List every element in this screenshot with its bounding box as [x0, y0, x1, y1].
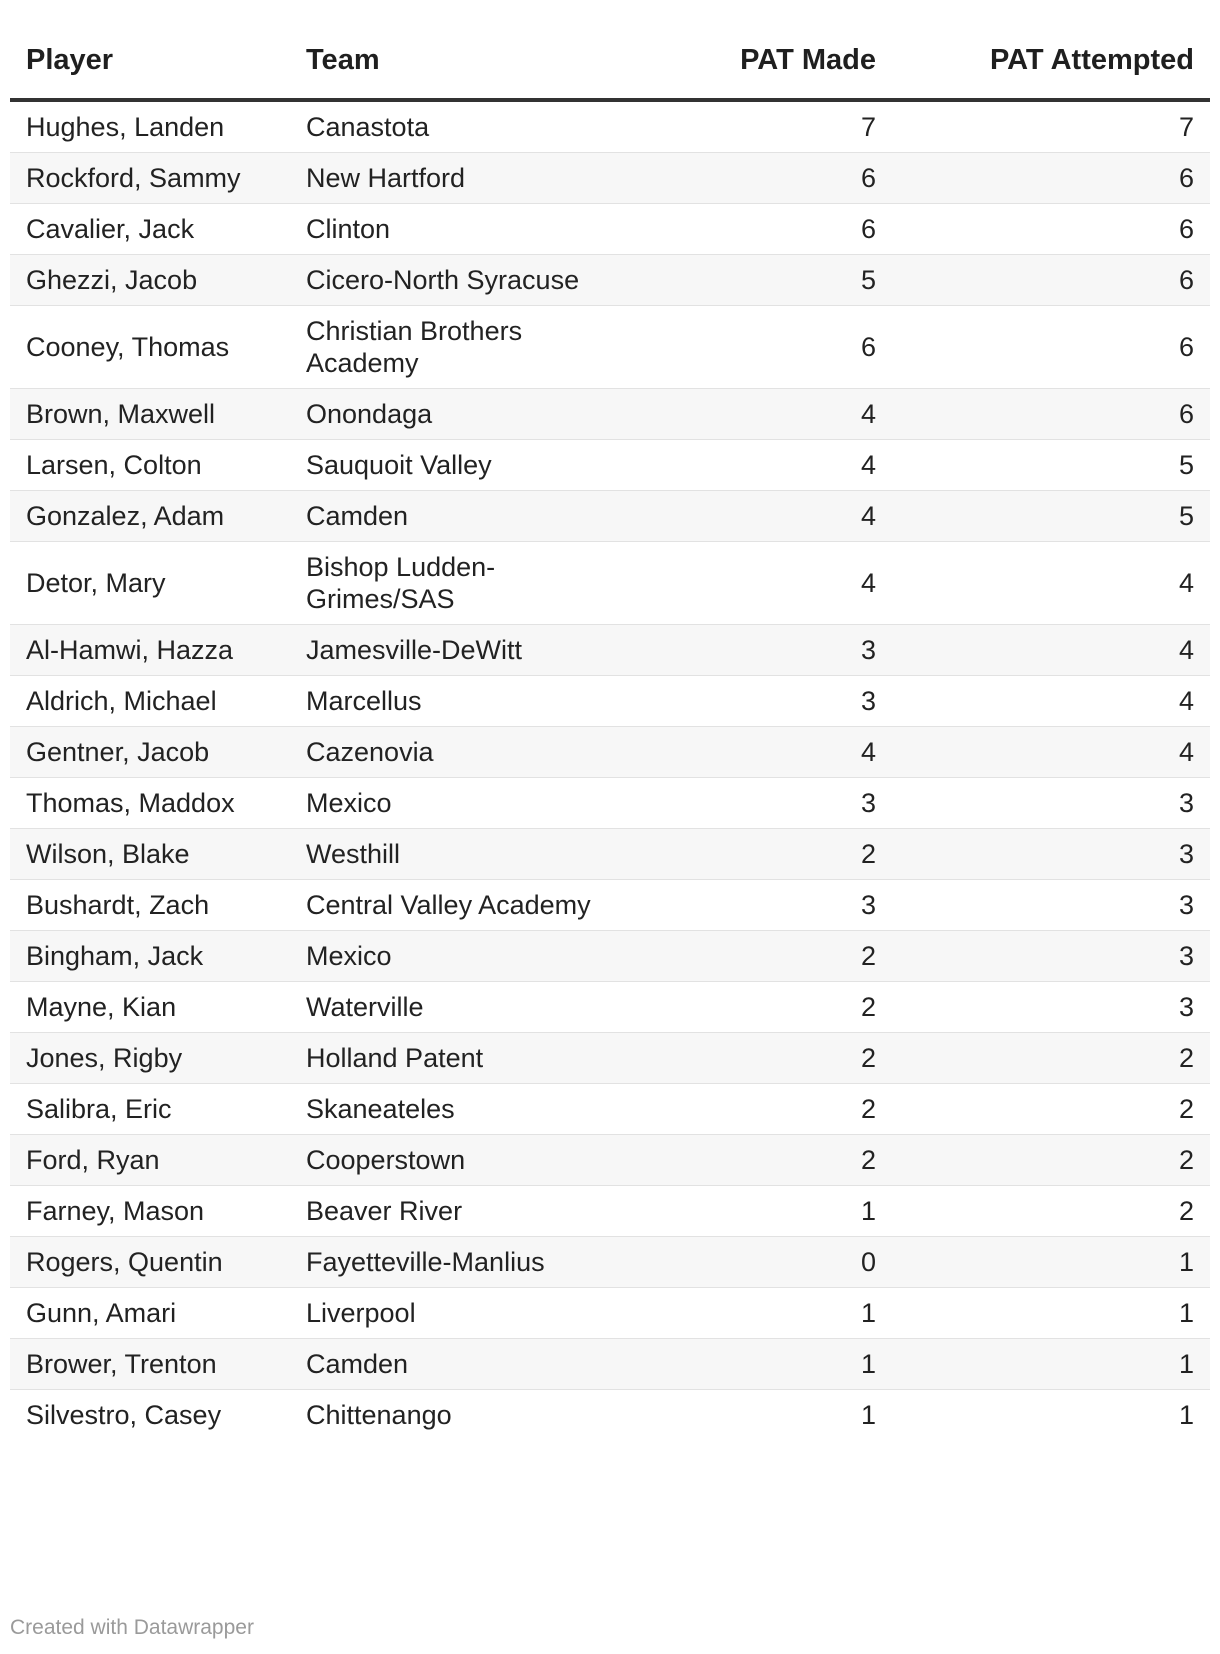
table-row: [10, 982, 1210, 1033]
cell-team: New Hartford: [290, 153, 630, 204]
cell-pat-made: 2: [630, 1135, 892, 1186]
header-row: [10, 22, 1210, 100]
cell-pat-made: 6: [630, 204, 892, 255]
cell-pat-attempted: 6: [892, 389, 1210, 440]
cell-team: Jamesville-DeWitt: [290, 625, 630, 676]
table-body: [10, 100, 1210, 1440]
cell-player: Bingham, Jack: [10, 931, 290, 982]
cell-pat-attempted: 5: [892, 491, 1210, 542]
cell-pat-made: 4: [630, 389, 892, 440]
cell-player: Gentner, Jacob: [10, 727, 290, 778]
cell-team: Cooperstown: [290, 1135, 630, 1186]
cell-player: Rogers, Quentin: [10, 1237, 290, 1288]
table-row: [10, 306, 1210, 389]
cell-pat-made: 3: [630, 880, 892, 931]
cell-pat-attempted: 4: [892, 727, 1210, 778]
table-row: [10, 1084, 1210, 1135]
cell-player: Brown, Maxwell: [10, 389, 290, 440]
table-row: [10, 1135, 1210, 1186]
cell-pat-made: 4: [630, 727, 892, 778]
cell-pat-attempted: 7: [892, 100, 1210, 153]
cell-pat-attempted: 4: [892, 625, 1210, 676]
cell-pat-attempted: 1: [892, 1288, 1210, 1339]
table-row: [10, 491, 1210, 542]
table-row: [10, 1339, 1210, 1390]
cell-pat-attempted: 3: [892, 931, 1210, 982]
column-header-team[interactable]: Team: [290, 22, 630, 100]
cell-player: Farney, Mason: [10, 1186, 290, 1237]
datawrapper-credit: Created with Datawrapper: [10, 1616, 254, 1639]
cell-player: Ghezzi, Jacob: [10, 255, 290, 306]
pat-stats-table: [10, 22, 1210, 1440]
table-row: [10, 1390, 1210, 1441]
cell-pat-made: 4: [630, 542, 892, 625]
table-row: [10, 829, 1210, 880]
cell-pat-made: 6: [630, 306, 892, 389]
cell-team: Camden: [290, 1339, 630, 1390]
column-header-pat-made[interactable]: PAT Made: [630, 22, 892, 100]
cell-pat-attempted: 3: [892, 880, 1210, 931]
cell-pat-made: 7: [630, 100, 892, 153]
cell-pat-attempted: 1: [892, 1339, 1210, 1390]
table-row: [10, 880, 1210, 931]
cell-team: Central Valley Academy: [290, 880, 630, 931]
table-row: [10, 625, 1210, 676]
cell-pat-attempted: 2: [892, 1033, 1210, 1084]
cell-player: Silvestro, Casey: [26, 1400, 222, 1430]
cell-team: Chittenango: [306, 1400, 452, 1430]
cell-pat-attempted: 3: [892, 778, 1210, 829]
cell-team: Bishop Ludden-Grimes/SAS: [290, 542, 630, 625]
table-row: [10, 1237, 1210, 1288]
cell-player: Rockford, Sammy: [10, 153, 290, 204]
cell-team: Mexico: [290, 931, 630, 982]
cell-team: Onondaga: [290, 389, 630, 440]
cell-team: Sauquoit Valley: [290, 440, 630, 491]
table-row: [10, 204, 1210, 255]
cell-pat-attempted: 5: [892, 440, 1210, 491]
cell-pat-made: 5: [630, 255, 892, 306]
table-row: [10, 440, 1210, 491]
cell-player: Larsen, Colton: [10, 440, 290, 491]
cell-team: Skaneateles: [290, 1084, 630, 1135]
table-row: [10, 389, 1210, 440]
cell-pat-made: 2: [630, 1084, 892, 1135]
cell-team: Canastota: [290, 100, 630, 153]
cell-player: Cooney, Thomas: [10, 306, 290, 389]
cell-pat-attempted: 4: [892, 542, 1210, 625]
cell-pat-made: 1: [630, 1339, 892, 1390]
cell-player: Aldrich, Michael: [10, 676, 290, 727]
cell-pat-made: 0: [630, 1237, 892, 1288]
table-row: [10, 1186, 1210, 1237]
cell-pat-attempted: 4: [892, 676, 1210, 727]
table-row: [10, 1288, 1210, 1339]
cell-team: Fayetteville-Manlius: [290, 1237, 630, 1288]
cell-team: Waterville: [290, 982, 630, 1033]
cell-pat-attempted: 6: [892, 255, 1210, 306]
cell-player: Salibra, Eric: [10, 1084, 290, 1135]
cell-pat-attempted: 6: [892, 204, 1210, 255]
cell-pat-attempted: 2: [892, 1186, 1210, 1237]
cell-player: Hughes, Landen: [10, 100, 290, 153]
cell-pat-made: 4: [630, 440, 892, 491]
cell-team: Beaver River: [290, 1186, 630, 1237]
cell-pat-made: 3: [630, 625, 892, 676]
cell-team: Cazenovia: [290, 727, 630, 778]
cell-player: Al-Hamwi, Hazza: [10, 625, 290, 676]
cell-team: Christian Brothers Academy: [290, 306, 630, 389]
cell-pat-made: 3: [630, 676, 892, 727]
cell-team: Holland Patent: [290, 1033, 630, 1084]
table-row: [10, 255, 1210, 306]
cell-pat-attempted: 2: [892, 1135, 1210, 1186]
cell-pat-made: 1: [860, 1400, 876, 1430]
cell-team: Liverpool: [290, 1288, 630, 1339]
column-header-player[interactable]: Player: [10, 22, 290, 100]
cell-pat-attempted: 3: [892, 982, 1210, 1033]
table-row: [10, 931, 1210, 982]
column-header-pat-attempted[interactable]: PAT Attempted: [892, 22, 1210, 100]
cell-player: Ford, Ryan: [10, 1135, 290, 1186]
cell-player: Gunn, Amari: [10, 1288, 290, 1339]
cell-team: Westhill: [290, 829, 630, 880]
cell-team: Marcellus: [290, 676, 630, 727]
cell-pat-made: 1: [630, 1186, 892, 1237]
cell-pat-made: 6: [630, 153, 892, 204]
table-row: [10, 1033, 1210, 1084]
cell-player: Wilson, Blake: [10, 829, 290, 880]
table-row: [10, 676, 1210, 727]
cell-pat-made: 3: [630, 778, 892, 829]
table-row: [10, 727, 1210, 778]
table-row: [10, 153, 1210, 204]
cell-pat-attempted: 6: [892, 153, 1210, 204]
table-row: [10, 778, 1210, 829]
cell-team: Mexico: [290, 778, 630, 829]
cell-pat-made: 2: [630, 829, 892, 880]
cell-pat-attempted: 6: [892, 306, 1210, 389]
table-row: [10, 542, 1210, 625]
cell-player: Bushardt, Zach: [10, 880, 290, 931]
cell-pat-attempted: 1: [1178, 1400, 1194, 1430]
cell-pat-attempted: 3: [892, 829, 1210, 880]
cell-player: Jones, Rigby: [10, 1033, 290, 1084]
cell-team: Cicero-North Syracuse: [290, 255, 630, 306]
cell-player: Brower, Trenton: [10, 1339, 290, 1390]
cell-pat-made: 1: [630, 1288, 892, 1339]
cell-player: Mayne, Kian: [10, 982, 290, 1033]
cell-player: Gonzalez, Adam: [10, 491, 290, 542]
cell-pat-attempted: 2: [892, 1084, 1210, 1135]
cell-pat-made: 2: [630, 1033, 892, 1084]
cell-player: Cavalier, Jack: [10, 204, 290, 255]
cell-pat-made: 2: [630, 982, 892, 1033]
table-row: [10, 100, 1210, 153]
cell-pat-made: 4: [630, 491, 892, 542]
cell-pat-attempted: 1: [892, 1237, 1210, 1288]
cell-player: Detor, Mary: [10, 542, 290, 625]
cell-team: Clinton: [290, 204, 630, 255]
cell-player: Thomas, Maddox: [10, 778, 290, 829]
cell-pat-made: 2: [630, 931, 892, 982]
cell-team: Camden: [290, 491, 630, 542]
